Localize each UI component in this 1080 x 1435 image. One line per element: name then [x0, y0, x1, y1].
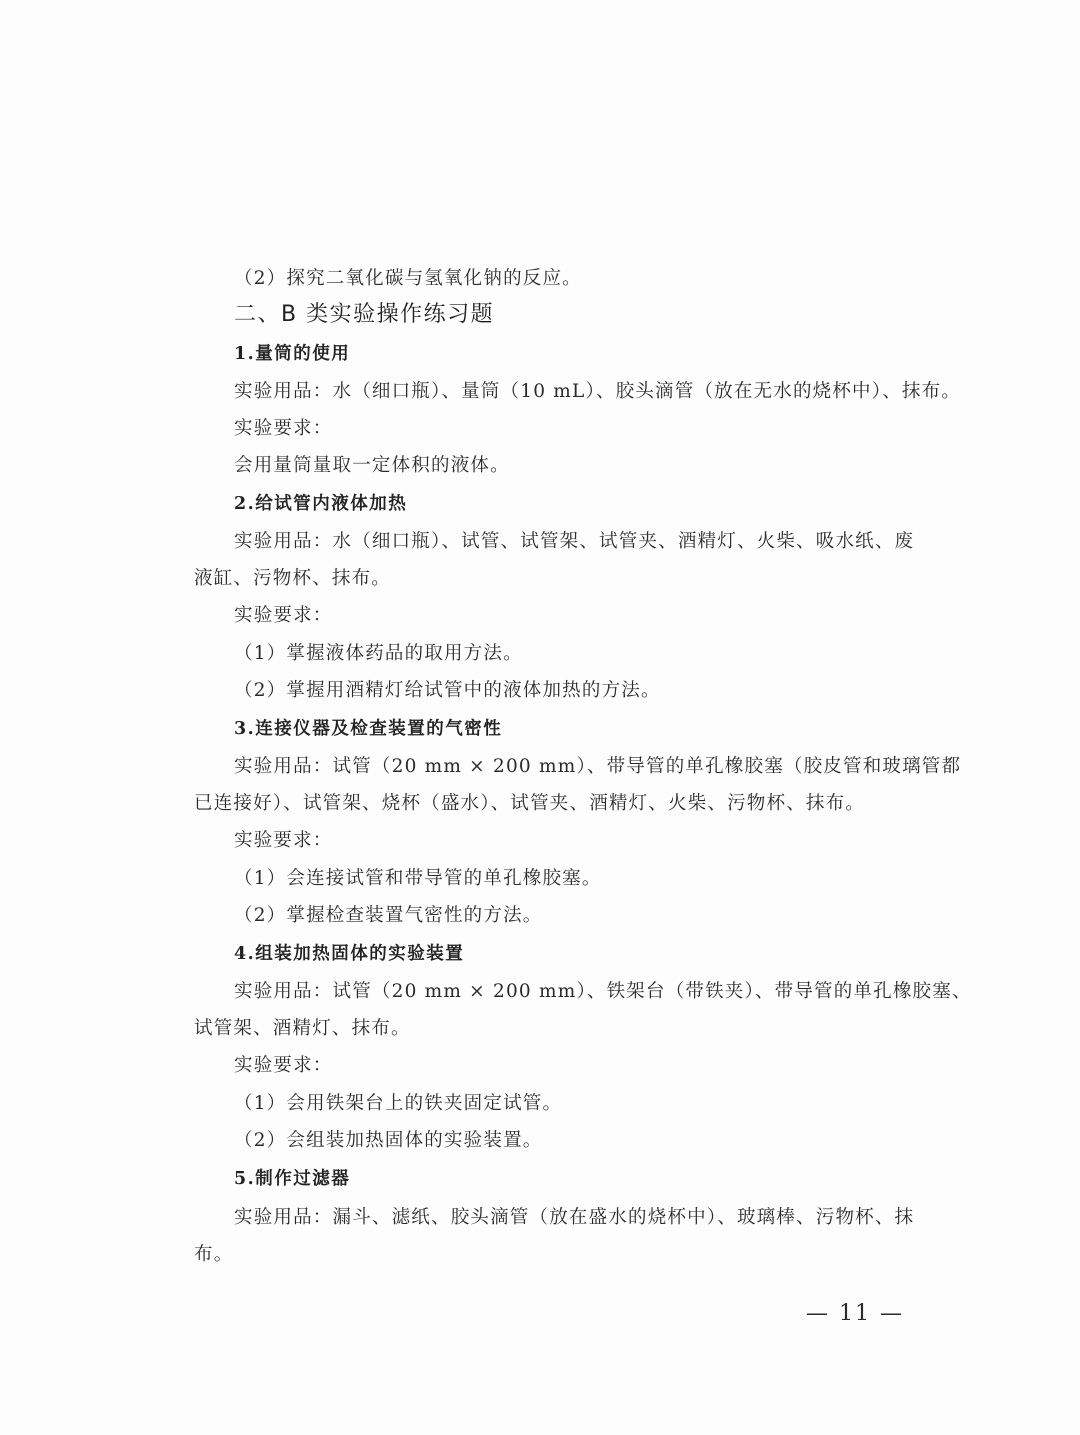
- exp2-materials-line1: 实验用品：水（细口瓶）、试管、试管架、试管夹、酒精灯、火柴、吸水纸、废: [234, 531, 915, 552]
- exp5-materials-line2: 布。: [194, 1244, 234, 1265]
- exp1-title: 1.量筒的使用: [234, 344, 351, 364]
- exp4-requirement-2: （2）会组装加热固体的实验装置。: [234, 1130, 543, 1151]
- exp4-requirement-1: （1）会用铁架台上的铁夹固定试管。: [234, 1093, 563, 1114]
- exp2-requirement-2: （2）掌握用酒精灯给试管中的液体加热的方法。: [234, 680, 661, 701]
- exp3-requirement-1: （1）会连接试管和带导管的单孔橡胶塞。: [234, 868, 602, 889]
- exp2-title: 2.给试管内液体加热: [234, 494, 408, 514]
- exp3-requirement-2: （2）掌握检查装置气密性的方法。: [234, 905, 543, 926]
- intro-item: （2）探究二氧化碳与氢氧化钠的反应。: [234, 268, 582, 289]
- exp5-materials-line1: 实验用品：漏斗、滤纸、胶头滴管（放在盛水的烧杯中）、玻璃棒、污物杯、抹: [234, 1207, 915, 1228]
- exp2-requirements-label: 实验要求：: [234, 605, 333, 626]
- page-number: — 11 —: [806, 1301, 904, 1326]
- exp5-title: 5.制作过滤器: [234, 1169, 351, 1189]
- exp1-requirement: 会用量筒量取一定体积的液体。: [234, 455, 510, 476]
- exp3-requirements-label: 实验要求：: [234, 830, 333, 851]
- exp4-materials-line1: 实验用品：试管（20 mm × 200 mm）、铁架台（带铁夹）、带导管的单孔橡胶塞、: [234, 981, 972, 1002]
- exp3-materials-line1: 实验用品：试管（20 mm × 200 mm）、带导管的单孔橡胶塞（胶皮管和玻璃管都: [234, 756, 962, 777]
- exp2-materials-line2: 液缸、污物杯、抹布。: [194, 568, 392, 589]
- exp4-title: 4.组装加热固体的实验装置: [234, 944, 465, 964]
- exp3-title: 3.连接仪器及检查装置的气密性: [234, 719, 503, 739]
- exp1-materials: 实验用品：水（细口瓶）、量筒（10 mL）、胶头滴管（放在无水的烧杯中）、抹布。: [234, 381, 962, 402]
- section-title: 二、B 类实验操作练习题: [234, 302, 495, 327]
- exp3-materials-line2: 已连接好）、试管架、烧杯（盛水）、试管夹、酒精灯、火柴、污物杯、抹布。: [194, 793, 866, 814]
- exp4-materials-line2: 试管架、酒精灯、抹布。: [194, 1018, 411, 1039]
- exp2-requirement-1: （1）掌握液体药品的取用方法。: [234, 643, 523, 664]
- exp4-requirements-label: 实验要求：: [234, 1055, 333, 1076]
- exp1-requirements-label: 实验要求：: [234, 418, 333, 439]
